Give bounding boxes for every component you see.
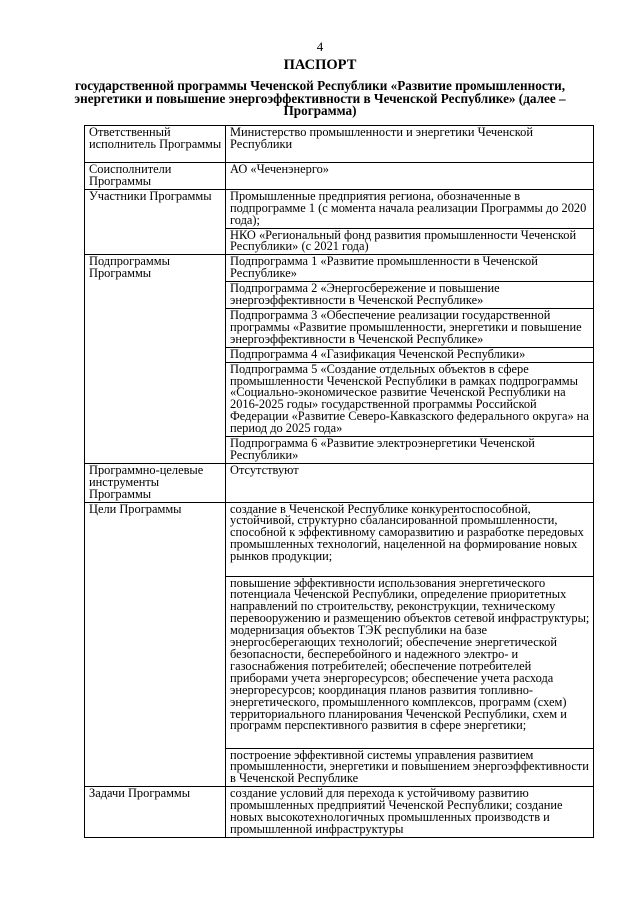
- passport-table: [84, 125, 594, 838]
- subprogram-item: Подпрограмма 1 «Развитие промышленности в Чеченской Республике»: [226, 255, 594, 282]
- table-row-goals: [85, 502, 594, 576]
- subprogram-item: Подпрограмма 6 «Развитие электроэнергетики Чеченской Республики»: [226, 437, 594, 464]
- table-row-tasks: [85, 787, 594, 838]
- table-row-responsible: [85, 126, 594, 163]
- table-row-tools: [85, 463, 594, 502]
- table-row-co-executors: [85, 163, 594, 190]
- row-label: Цели Программы: [85, 502, 226, 787]
- subprogram-item: Подпрограмма 2 «Энергосбережение и повышение энергоэффективности в Чеченской Республике»: [226, 282, 594, 309]
- row-label: Программно-целевые инструменты Программы: [85, 463, 226, 502]
- goal-item: построение эффективной системы управления развитием промышленности, энергетики и повышением энергоэффективности в Чеченской Республике: [226, 748, 594, 787]
- row-label: Подпрограммы Программы: [85, 255, 226, 464]
- participant-item: Промышленные предприятия региона, обозначенные в подпрограмме 1 (с момента начала реализации Программы до 2020 года);: [226, 189, 594, 228]
- row-label: Ответственный исполнитель Программы: [85, 126, 226, 163]
- row-label: Задачи Программы: [85, 787, 226, 838]
- row-value: Министерство промышленности и энергетики Чеченской Республики: [226, 126, 594, 163]
- row-value: Отсутствуют: [226, 463, 594, 502]
- row-value: АО «Чеченэнерго»: [226, 163, 594, 190]
- goal-item: повышение эффективности использования энергетического потенциала Чеченской Республики, определение приоритетных направлений по строительству, реконструкции, техническому перевооружению и размещению объектов сетевой инфраструктуры; модернизация объектов ТЭК республики на базе энергосберегающих технологий; обеспечение энергетической безопасности, бесперебойного и надежного электро- и газоснабжения потребителей; обеспечение потребителей приборами учета энергоресурсов; обеспечение учета расхода энергоресурсов; координация планов развития топливно-энергетического, промышленного комплексов, программ (схем) территориального планирования Чеченской Республики, схем и программ перспективного развития в сфере энергетики;: [226, 576, 594, 748]
- subprogram-item: Подпрограмма 5 «Создание отдельных объектов в сфере промышленности Чеченской Республики в рамках подпрограммы «Социально-экономическое развитие Чеченской Республики на 2016-2025 годы» государственной программы Российской Федерации «Развитие Северо-Кавказского федерального округа» на период до 2025 года»: [226, 362, 594, 436]
- page-number: 4: [316, 39, 324, 54]
- goal-item: создание в Чеченской Республике конкурентоспособной, устойчивой, структурно сбалансированной промышленности, способной к эффективному саморазвитию и разработке передовых промышленных технологий, нацеленной на формирование новых рынков продукции;: [226, 502, 594, 576]
- row-value: создание условий для перехода к устойчивому развитию промышленных предприятий Чеченской Республики; создание новых высокотехнологичных промышленных производств и промышленной инфраструктуры: [226, 787, 594, 838]
- document-title: ПАСПОРТ: [283, 57, 357, 73]
- subprogram-item: Подпрограмма 4 «Газификация Чеченской Республики»: [226, 347, 594, 362]
- row-label: Участники Программы: [85, 189, 226, 255]
- participant-item: НКО «Региональный фонд развития промышленности Чеченской Республики» (с 2021 года): [226, 228, 594, 255]
- subprogram-item: Подпрограмма 3 «Обеспечение реализации государственной программы «Развитие промышленности, энергетики и повышение энергоэффективности в Чеченской Республике»: [226, 308, 594, 347]
- table-row-participants: [85, 189, 594, 228]
- document-subtitle: государственной программы Чеченской Республики «Развитие промышленности, энергетики и повышение энергоэффективности в Чеченской Республике» (далее – Программа): [74, 78, 566, 119]
- row-label: Соисполнители Программы: [85, 163, 226, 190]
- table-row-subprograms: [85, 255, 594, 282]
